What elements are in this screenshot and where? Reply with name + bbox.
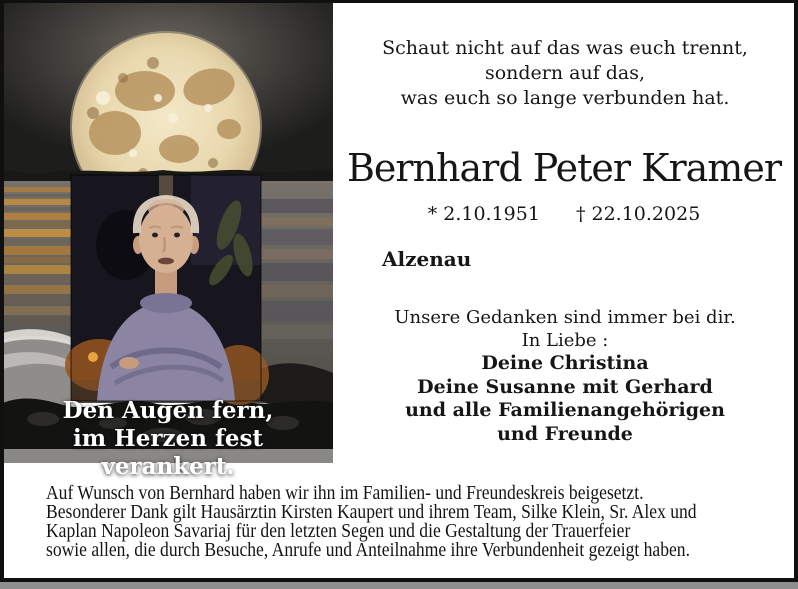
photo-caption — [3, 397, 333, 481]
mourner-line: Deine Susanne mit Gerhard — [417, 375, 713, 398]
city-label: Alzenau — [382, 247, 472, 271]
memorial-photo — [3, 3, 333, 480]
death-date: † 22.10.2025 — [575, 203, 701, 225]
epigraph-line: Schaut nicht auf das was euch trennt, — [382, 37, 748, 59]
acknowledgement-line: Kaplan Napoleon Savariaj für den letzten Segen und die Gestaltung der Trauerfeier — [46, 521, 631, 542]
life-dates — [336, 203, 792, 225]
condolence-line: In Liebe : — [521, 330, 609, 351]
epigraph-line: was euch so lange verbunden hat. — [400, 87, 730, 109]
birth-date: * 2.10.1951 — [427, 203, 540, 225]
mourners-list — [340, 352, 790, 446]
memorial-photo-scene — [3, 3, 333, 463]
mourner-line: und Freunde — [497, 422, 633, 445]
condolence-line: Unsere Gedanken sind immer bei dir. — [394, 307, 736, 328]
mourner-line: Deine Christina — [481, 352, 649, 374]
acknowledgement-line: Auf Wunsch von Bernhard haben wir ihn im Familien- und Freundeskreis beigesetzt. — [46, 483, 644, 504]
portrait-photo — [65, 175, 269, 405]
caption-line: Den Augen fern, — [62, 397, 274, 424]
sea-bands-right — [253, 199, 333, 339]
epigraph — [340, 36, 790, 111]
acknowledgement-line: Besonderer Dank gilt Hausärztin Kirsten Kaupert und ihrem Team, Silke Klein, Sr. Alex und — [46, 502, 697, 523]
acknowledgement-paragraph — [46, 484, 748, 560]
condolence-text — [340, 306, 790, 352]
page-bottom-edge — [0, 582, 798, 589]
acknowledgement-line: sowie allen, die durch Besuche, Anrufe und Anteilnahme ihre Verbundenheit gezeigt haben. — [46, 540, 690, 561]
deceased-name: Bernhard Peter Kramer — [347, 146, 781, 190]
epigraph-line: sondern auf das, — [484, 62, 646, 84]
caption-line: im Herzen fest verankert. — [72, 425, 264, 480]
mourner-line: und alle Familienangehörigen — [405, 399, 725, 421]
